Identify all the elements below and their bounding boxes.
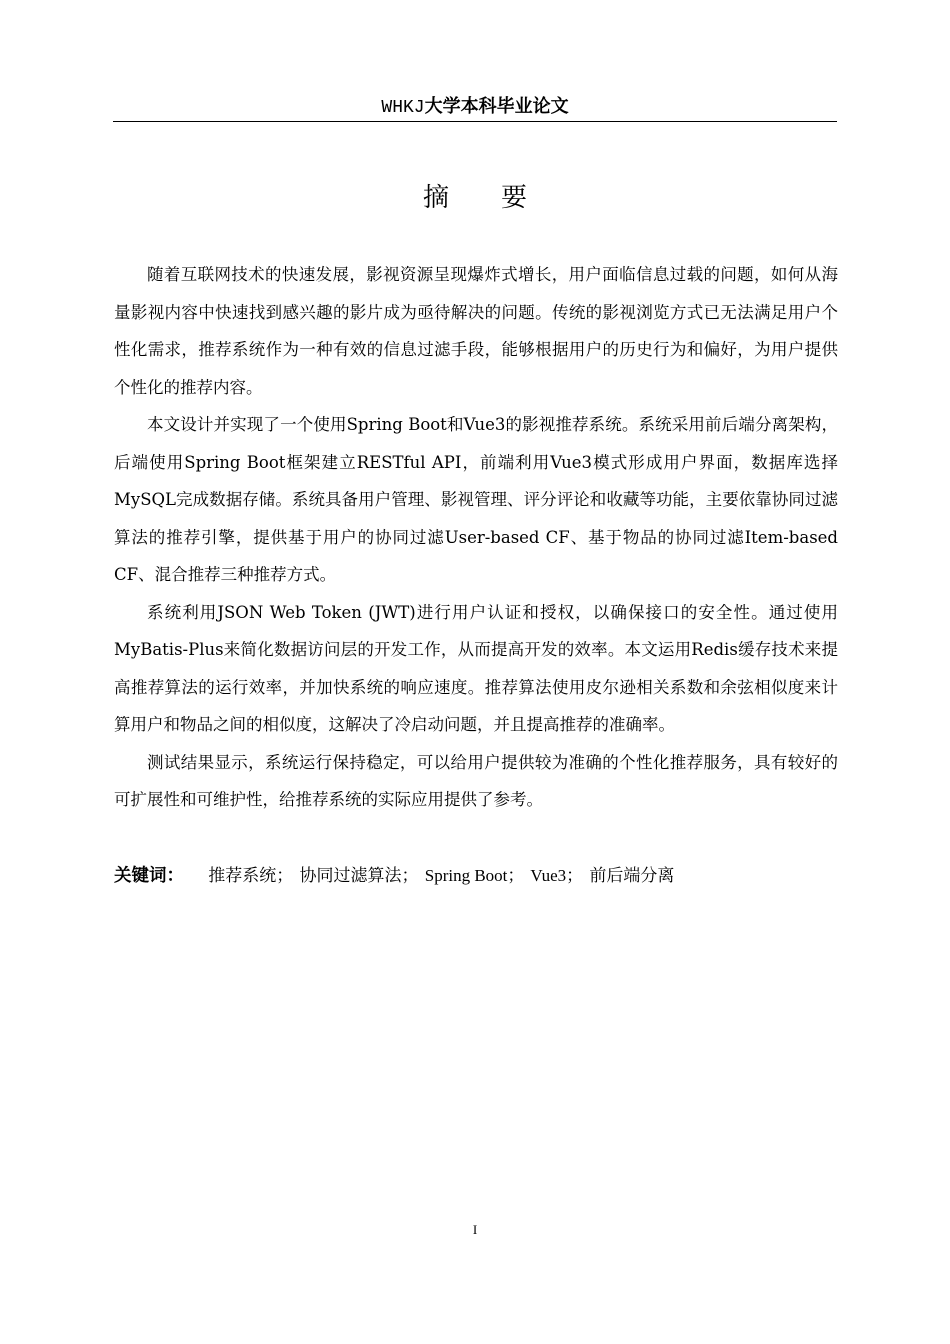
running-header [113, 92, 837, 122]
keyword-item: Vue3； [530, 866, 584, 885]
keyword-item: 协同过滤算法； [299, 866, 419, 885]
keywords-line [114, 860, 838, 892]
abstract-paragraph: 测试结果显示，系统运行保持稳定，可以给用户提供较为准确的个性化推荐服务，具有较好的可扩展性和可维护性，给推荐系统的实际应用提供了参考。 [114, 752, 838, 809]
keyword-item: 前后端分离 [589, 866, 675, 885]
page-title: 摘要 [422, 183, 579, 213]
abstract-paragraph: 本文设计并实现了一个使用Spring Boot和Vue3的影视推荐系统。系统采用前后端分离架构，后端使用Spring Boot框架建立RESTful API，前端利用Vue3模式形成用户界面，数据库选择MySQL完成数据存储。系统具备用户管理、影视管理、评分评论和收藏等功能，主要依靠协同过滤算法的推荐引擎，提供基于用户的协同过滤User-based CF、基于物品的协同过滤Item-based CF、混合推荐三种推荐方式。 [114, 415, 838, 584]
keywords-label: 关键词： [114, 866, 184, 886]
header-school-suffix: 大学本科毕业论文 [424, 96, 569, 117]
abstract-body [114, 256, 838, 819]
abstract-paragraph: 随着互联网技术的快速发展，影视资源呈现爆炸式增长，用户面临信息过载的问题，如何从海量影视内容中快速找到感兴趣的影片成为亟待解决的问题。传统的影视浏览方式已无法满足用户个性化需求，推荐系统作为一种有效的信息过滤手段，能够根据用户的历史行为和偏好，为用户提供个性化的推荐内容。 [114, 265, 838, 397]
abstract-paragraph: 系统利用JSON Web Token (JWT)进行用户认证和授权，以确保接口的安全性。通过使用MyBatis-Plus来简化数据访问层的开发工作，从而提高开发的效率。本文运用Redis缓存技术来提高推荐算法的运行效率，并加快系统的响应速度。推荐算法使用皮尔逊相关系数和余弦相似度来计算用户和物品之间的相似度，这解决了冷启动问题，并且提高推荐的准确率。 [114, 602, 838, 734]
page-number: I [472, 1222, 478, 1237]
header-school-prefix: WHKJ [381, 98, 425, 118]
keyword-item: Spring Boot； [424, 866, 525, 885]
keyword-item: 推荐系统； [208, 866, 294, 885]
header-rule [113, 121, 837, 122]
